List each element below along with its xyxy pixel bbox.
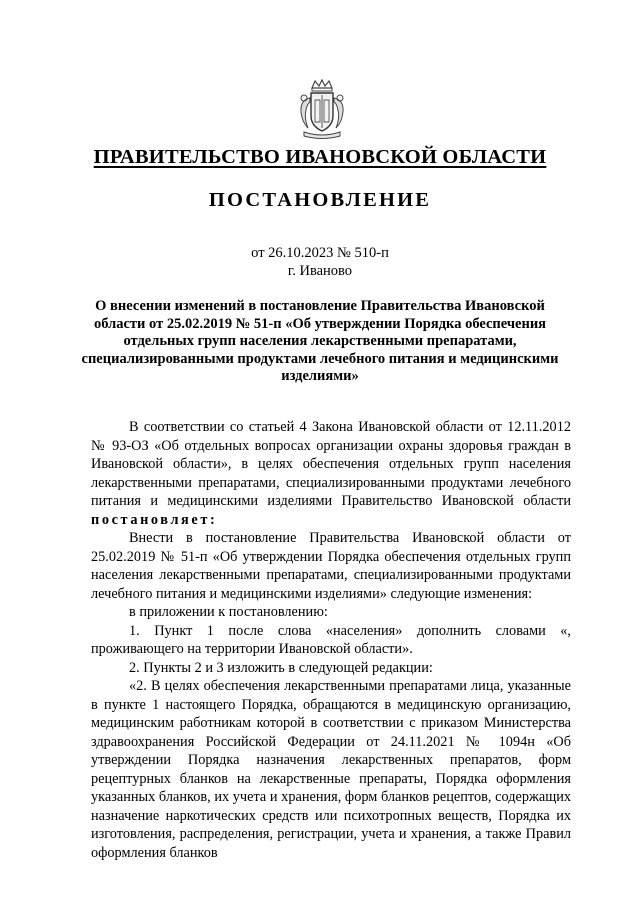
body-paragraph: Внести в постановление Правительства Ивановской области от 25.02.2019 № 51-п «Об утверждении Порядка обеспечения отдельных групп населения лекарственными препаратами, специализированными продуктами лечебного питания и медицинскими изделиями» следующие изменения: bbox=[91, 530, 571, 602]
document-meta bbox=[0, 244, 640, 280]
date-number: от 26.10.2023 № 510-п bbox=[251, 245, 389, 261]
body-paragraph: 1. Пункт 1 после слова «населения» дополнить словами «, проживающего на территории Ивановской области». bbox=[91, 622, 571, 657]
preamble-text: В соответствии со статьей 4 Закона Ивановской области от 12.11.2012 № 93-ОЗ «Об отдельных вопросах организации охраны здоровья граждан в Ивановской области», в целях обеспечения отдельных групп населения лекарственными препаратами, специализированными продуктами лечебного питания и медицинскими изделиями Правительство Ивановской области bbox=[91, 419, 571, 509]
document-type: ПОСТАНОВЛЕНИЕ bbox=[208, 189, 432, 211]
decree-word: постановляет: bbox=[91, 511, 218, 528]
body-paragraph: 2. Пункты 2 и 3 изложить в следующей редакции: bbox=[129, 659, 433, 676]
document-subject: О внесении изменений в постановление Правительства Ивановской области от 25.02.2019 № 51-п «Об утверждении Порядка обеспечения отдельных групп населения лекарственными препаратами, специализированными продуктами лечебного питания и медицинскими изделиями» bbox=[81, 298, 559, 384]
preamble-paragraph bbox=[91, 418, 571, 529]
coat-of-arms-icon bbox=[296, 78, 348, 140]
document-body bbox=[91, 418, 571, 862]
body-paragraph: «2. В целях обеспечения лекарственными препаратами лица, указанные в пункте 1 настоящего Порядка, обращаются в медицинскую организацию, медицинским работникам которой в соответствии с приказом Министерства здравоохранения Российской Федерации от 24.11.2021 № 1094н «Об утверждении Порядка назначения лекарственных препаратов, форм рецептурных бланков на лекарственные препараты, Порядка оформления указанных бланков, их учета и хранения, форм бланков рецептов, содержащих назначение наркотических средств или психотропных веществ, Порядка их изготовления, распределения, регистрации, учета и хранения, а также Правил оформления бланков bbox=[91, 678, 571, 861]
city: г. Иваново bbox=[287, 263, 353, 279]
organization-title: ПРАВИТЕЛЬСТВО ИВАНОВСКОЙ ОБЛАСТИ bbox=[93, 146, 547, 168]
body-paragraph: в приложении к постановлению: bbox=[129, 604, 328, 620]
